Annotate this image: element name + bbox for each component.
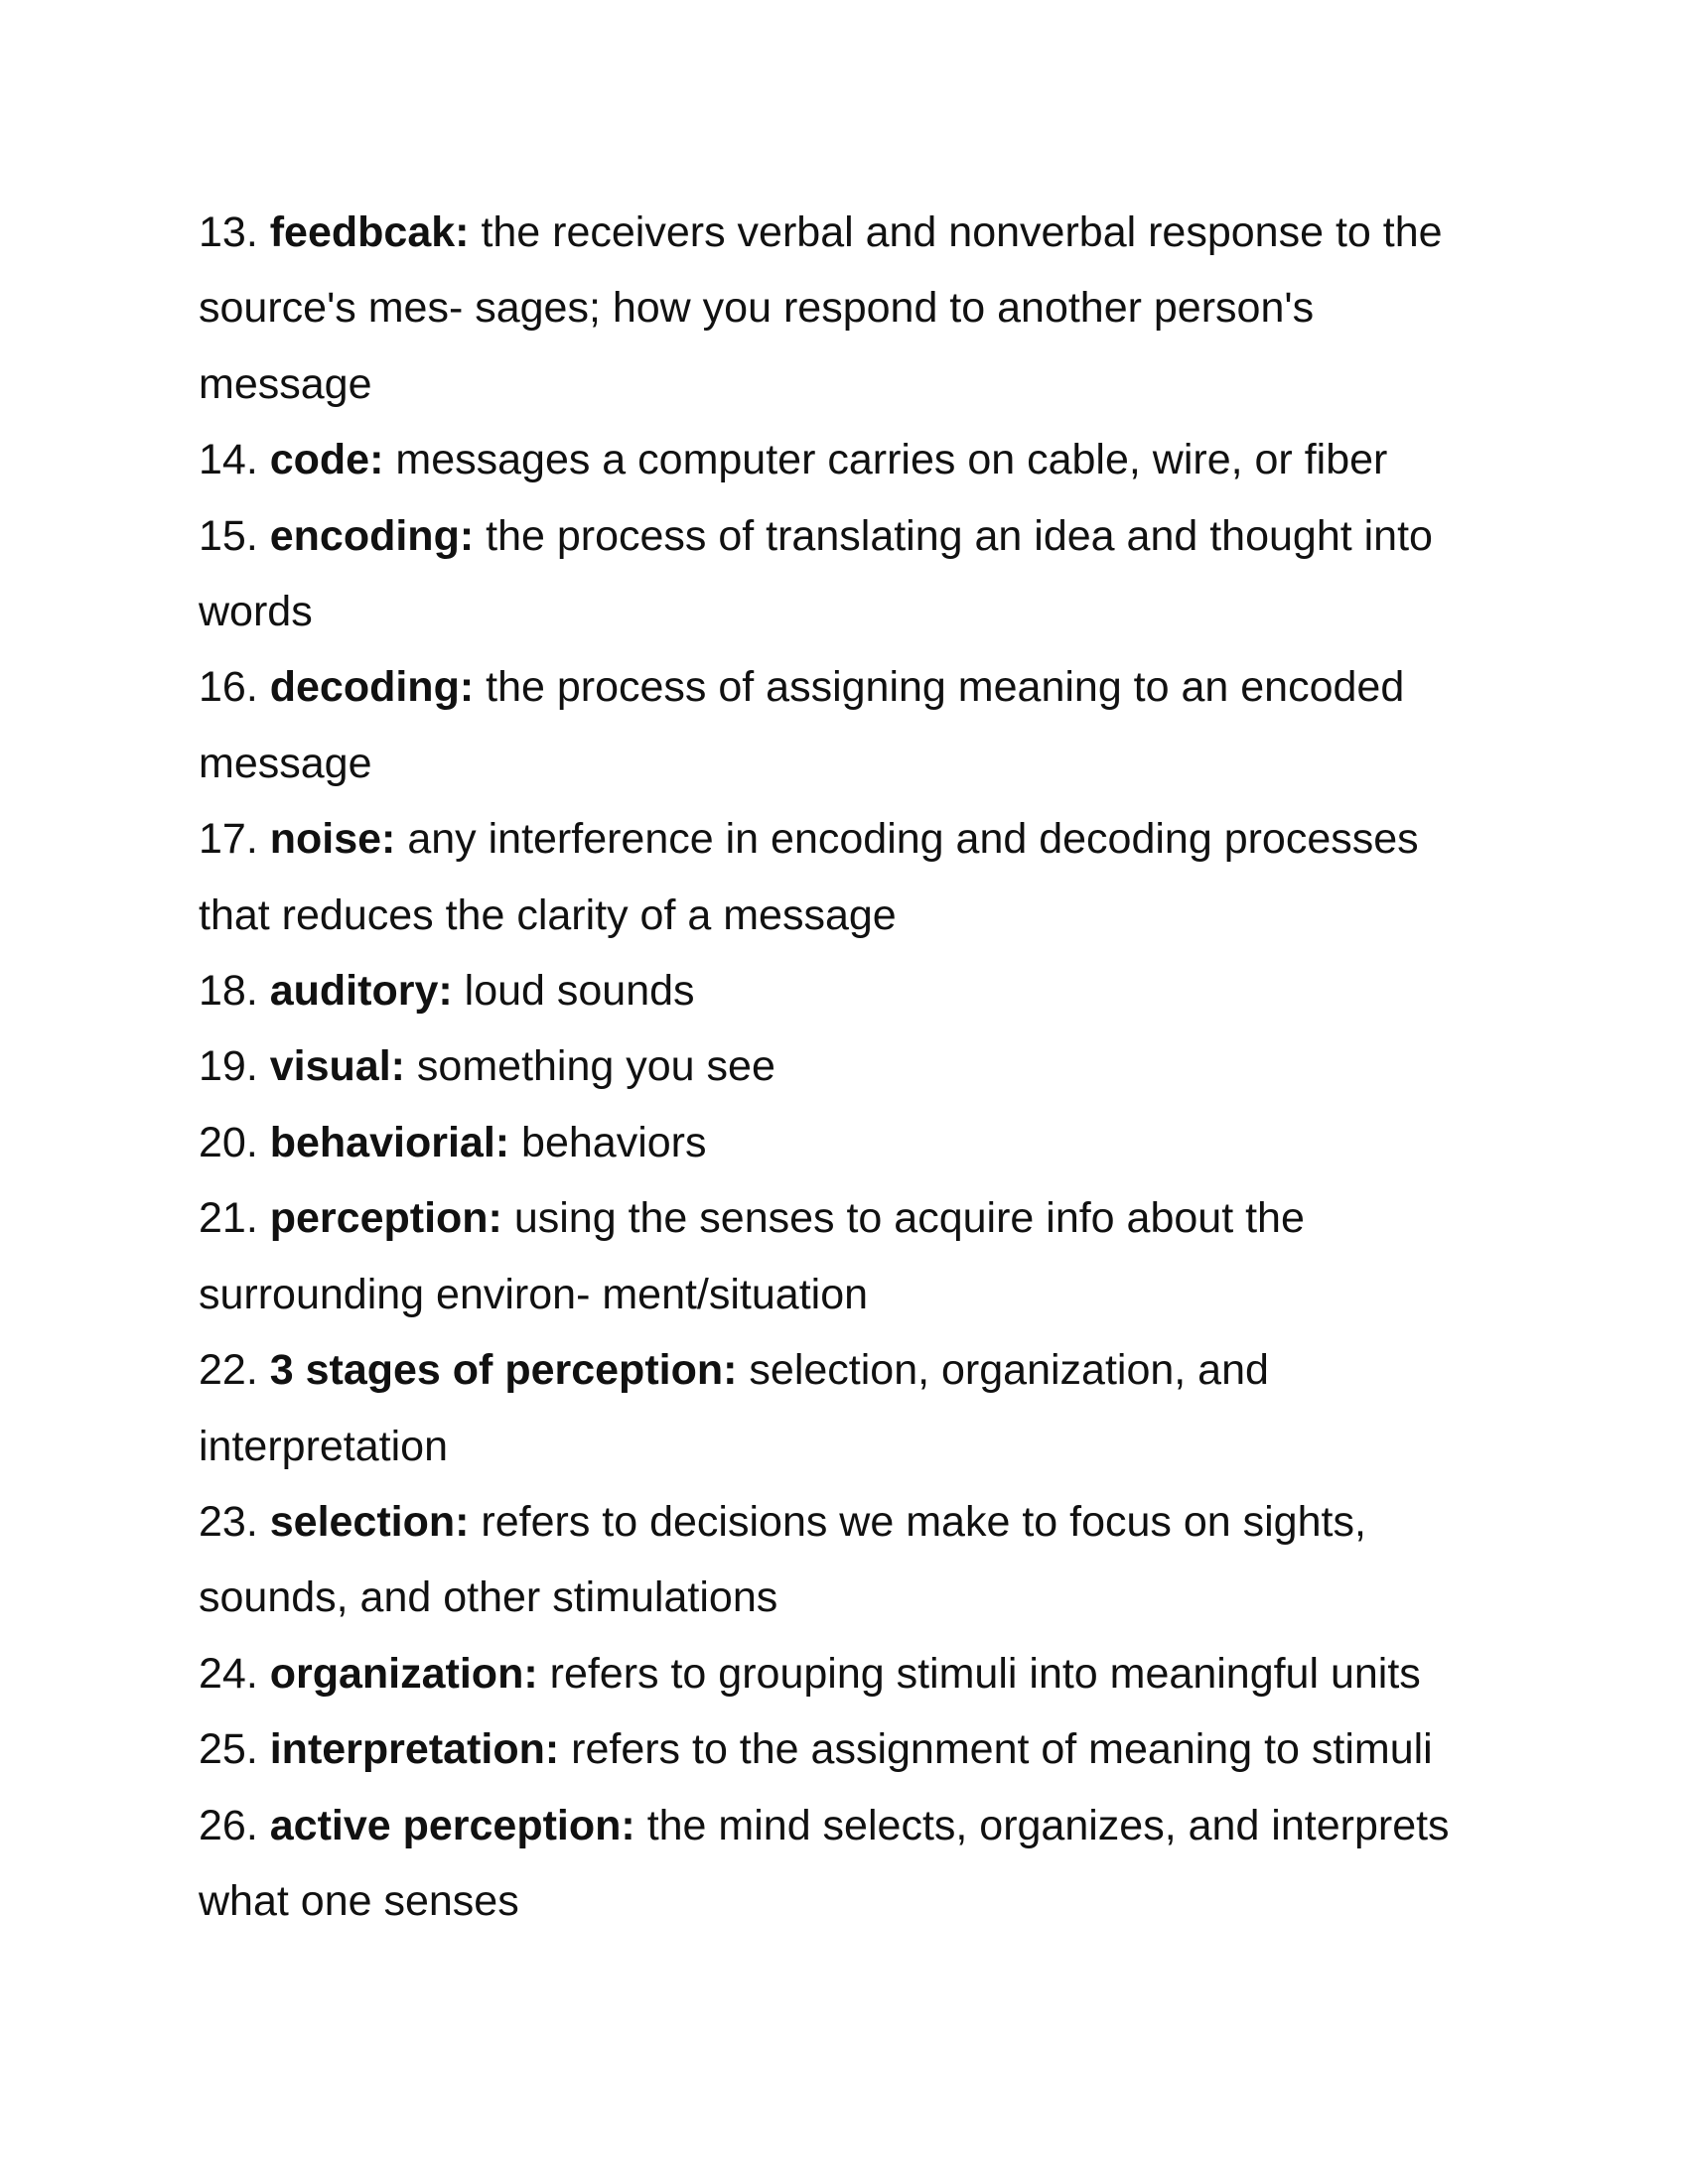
entry-definition: the mind selects, organizes, and interprets what one senses <box>199 1801 1450 1925</box>
entry-term: interpretation: <box>269 1725 560 1774</box>
entry-number: 18. <box>199 967 258 1016</box>
entry-number: 15. <box>199 511 258 560</box>
entry-term: encoding: <box>269 511 475 560</box>
entry-term: feedbcak: <box>269 208 470 256</box>
glossary-entry <box>199 649 1489 801</box>
glossary-list <box>199 195 1489 1939</box>
glossary-entry <box>199 498 1489 650</box>
entry-term: selection: <box>269 1497 470 1546</box>
entry-number: 14. <box>199 436 258 484</box>
entry-number: 23. <box>199 1497 258 1546</box>
entry-definition: something you see <box>416 1042 775 1091</box>
glossary-entry <box>199 1105 1489 1180</box>
entry-number: 19. <box>199 1042 258 1091</box>
entry-number: 13. <box>199 208 258 256</box>
entry-definition: behaviors <box>521 1118 707 1166</box>
entry-term: decoding: <box>269 663 475 712</box>
entry-number: 25. <box>199 1725 258 1774</box>
entry-term: perception: <box>269 1194 502 1243</box>
entry-definition: refers to the assignment of meaning to stimuli <box>571 1725 1433 1774</box>
entry-definition: any interference in encoding and decoding processes that reduces the clarity of a message <box>199 815 1419 939</box>
entry-number: 21. <box>199 1194 258 1243</box>
entry-definition: using the senses to acquire info about the surrounding environ- ment/situation <box>199 1194 1305 1318</box>
entry-definition: the process of translating an idea and thought into words <box>199 511 1433 636</box>
entry-number: 17. <box>199 815 258 864</box>
entry-term: auditory: <box>269 967 453 1016</box>
glossary-entry <box>199 422 1489 497</box>
entry-term: noise: <box>269 815 396 864</box>
entry-definition: the process of assigning meaning to an encoded message <box>199 663 1405 787</box>
entry-term: code: <box>269 436 384 484</box>
entry-number: 20. <box>199 1118 258 1166</box>
entry-definition: the receivers verbal and nonverbal response to the source's mes- sages; how you respond to another person's message <box>199 208 1443 408</box>
entry-term: organization: <box>269 1649 538 1698</box>
glossary-entry <box>199 1788 1489 1940</box>
glossary-entry <box>199 1484 1489 1636</box>
glossary-entry <box>199 801 1489 953</box>
entry-number: 16. <box>199 663 258 712</box>
glossary-entry <box>199 1028 1489 1104</box>
entry-term: behaviorial: <box>269 1118 510 1166</box>
entry-term: active perception: <box>269 1801 635 1849</box>
glossary-entry <box>199 1180 1489 1332</box>
glossary-entry <box>199 1636 1489 1711</box>
entry-definition: refers to grouping stimuli into meaningful units <box>549 1649 1421 1698</box>
glossary-entry <box>199 953 1489 1028</box>
glossary-entry <box>199 1711 1489 1787</box>
entry-term: 3 stages of perception: <box>269 1346 738 1395</box>
entry-definition: selection, organization, and interpretation <box>199 1346 1269 1470</box>
entry-number: 26. <box>199 1801 258 1849</box>
entry-term: visual: <box>269 1042 405 1091</box>
entry-number: 22. <box>199 1346 258 1395</box>
glossary-entry <box>199 1332 1489 1484</box>
entry-definition: refers to decisions we make to focus on sights, sounds, and other stimulations <box>199 1497 1366 1622</box>
entry-definition: loud sounds <box>464 967 695 1016</box>
glossary-entry <box>199 195 1489 422</box>
entry-definition: messages a computer carries on cable, wire, or fiber <box>395 436 1388 484</box>
entry-number: 24. <box>199 1649 258 1698</box>
